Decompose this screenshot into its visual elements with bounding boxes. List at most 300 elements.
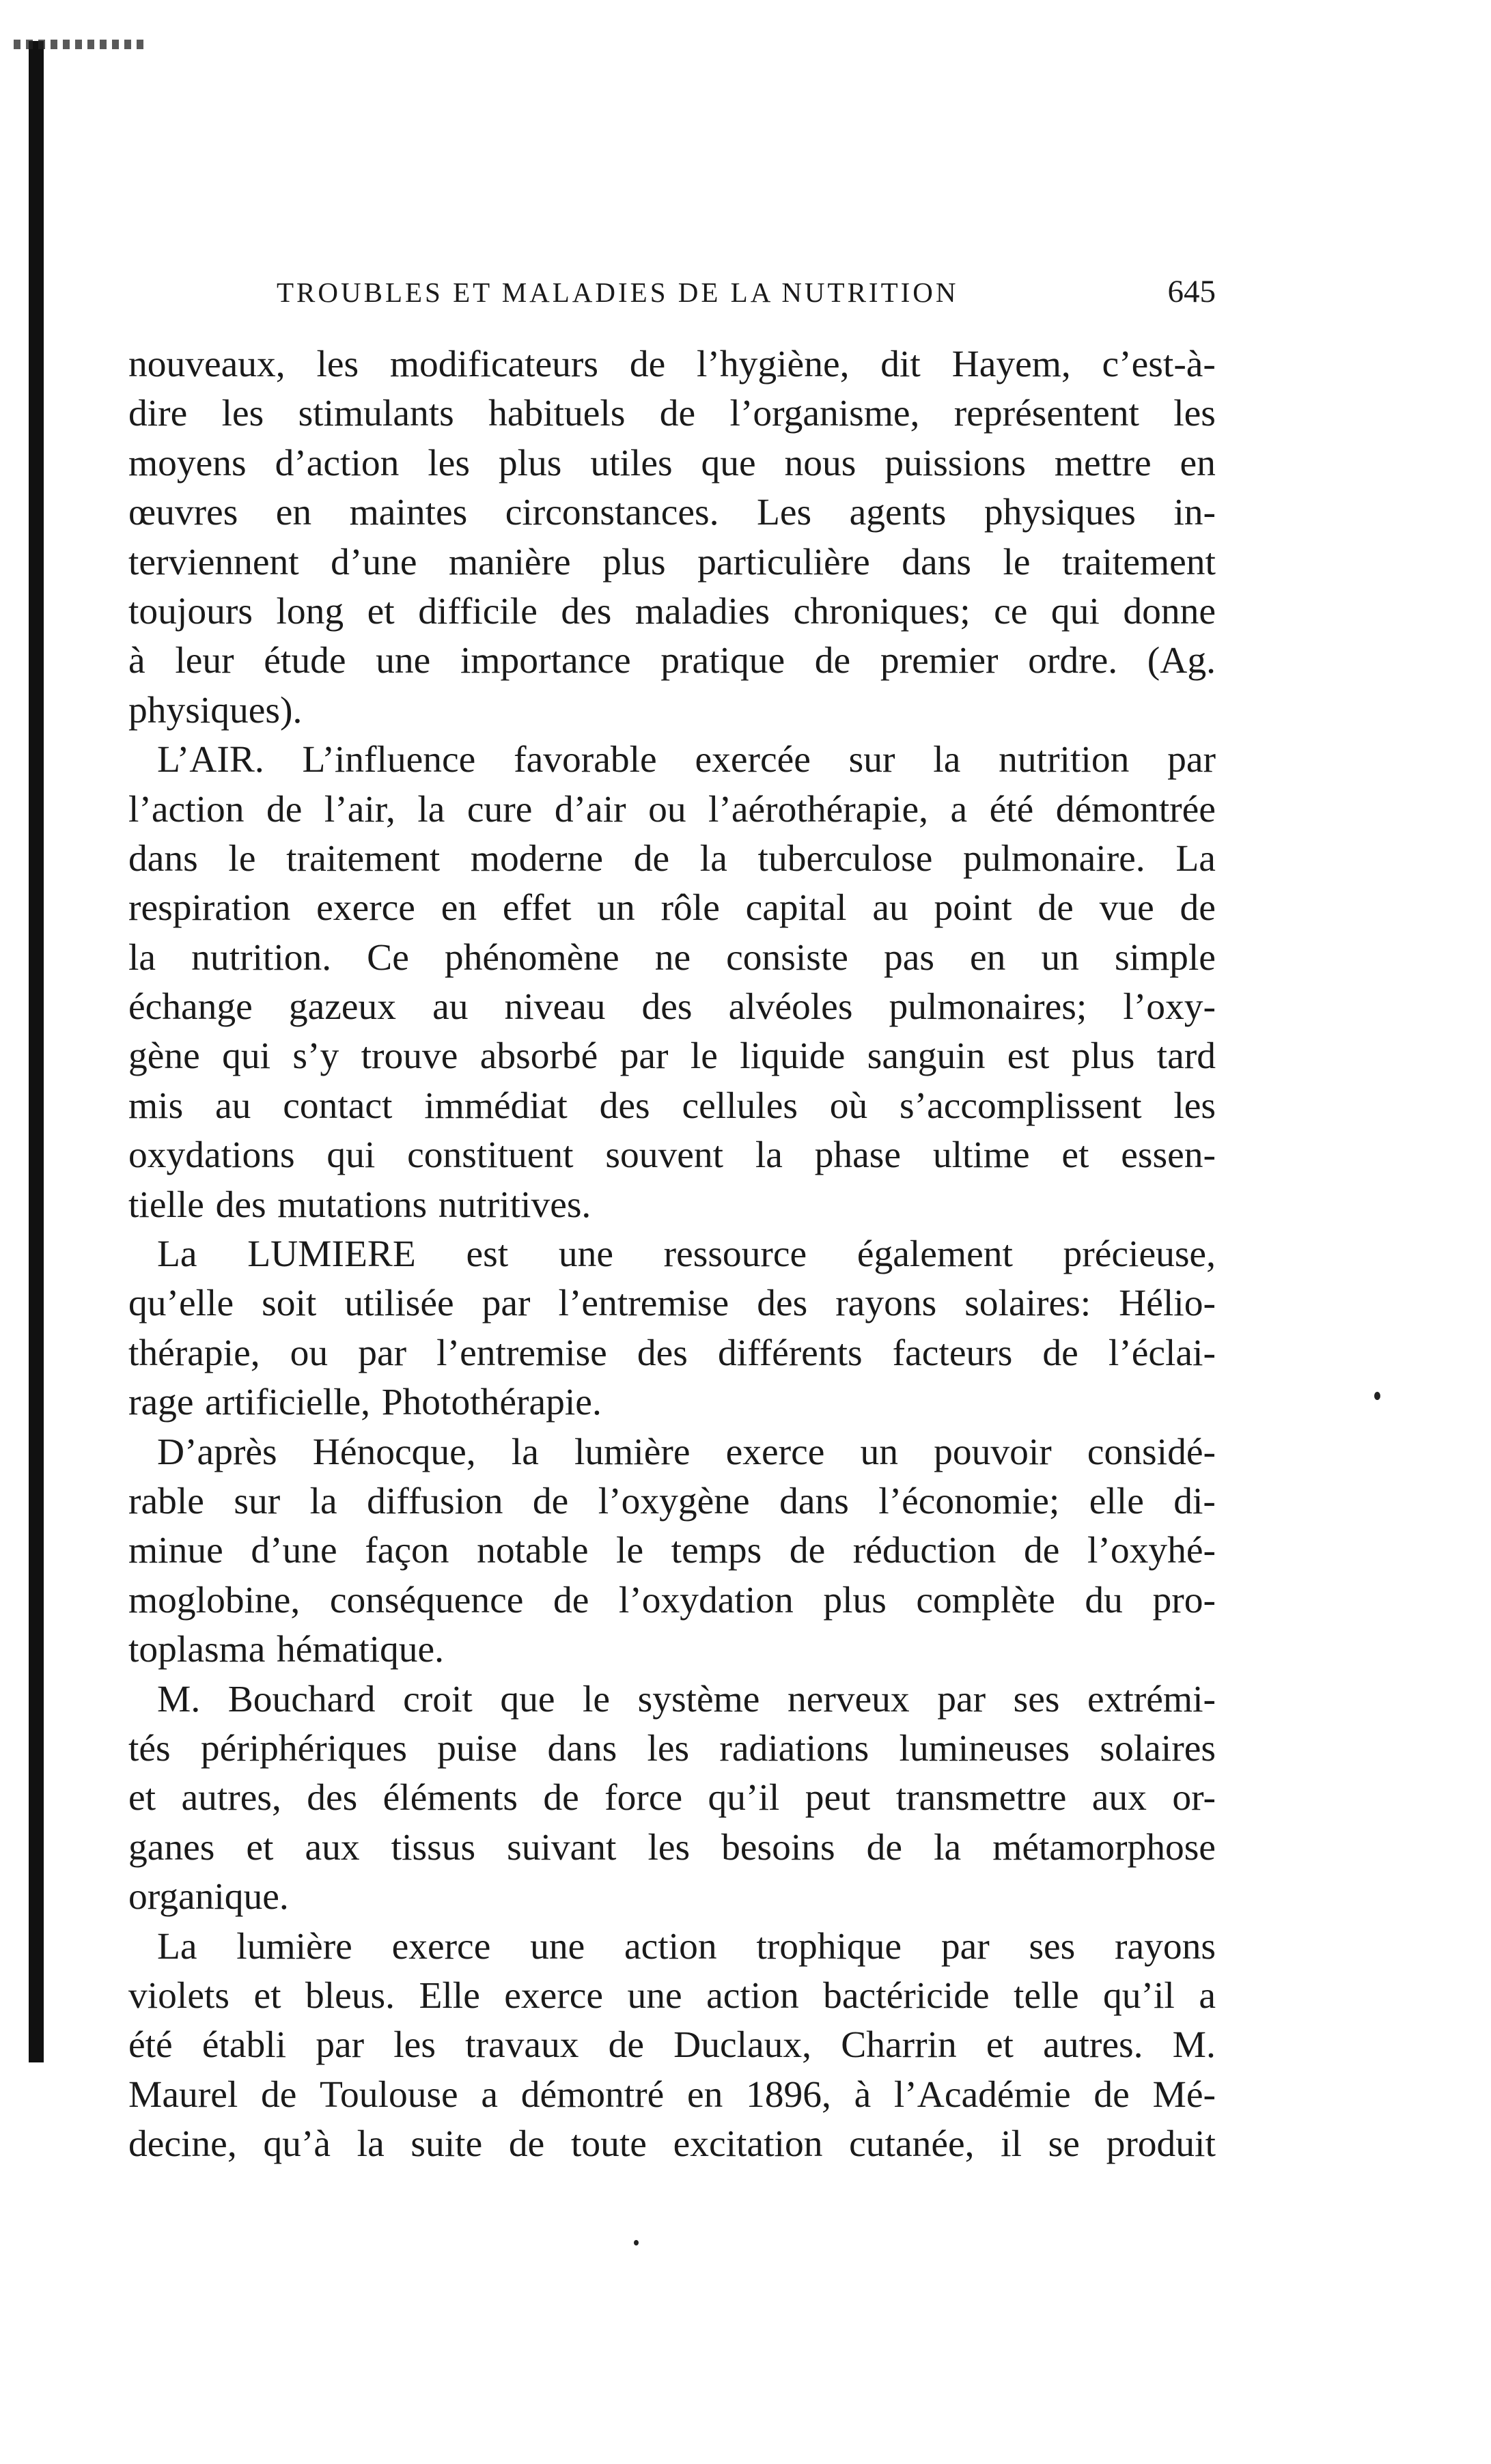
text-line (128, 1131, 1216, 1180)
word: ordre. (1028, 640, 1118, 682)
word: sur (234, 1480, 281, 1522)
word: Charrin (841, 2024, 957, 2067)
word: sur (848, 739, 895, 781)
word: premier (880, 640, 999, 682)
word: essen- (1121, 1134, 1216, 1177)
text-line (128, 1032, 1216, 1081)
word: bactéricide (823, 1974, 990, 2017)
word: une (530, 1925, 585, 1968)
word: par (940, 1925, 990, 1968)
word: rayons (835, 1283, 937, 1325)
word: tielle (128, 1184, 204, 1226)
word: par (358, 1332, 407, 1374)
word: également (856, 1233, 1013, 1276)
word: autres, (181, 1777, 281, 1819)
word: à (854, 2073, 872, 2116)
word: l’air, (324, 788, 395, 830)
word: la (309, 1480, 337, 1522)
text-line (128, 587, 1216, 636)
word: qu’il (708, 1777, 780, 1819)
word: favorable (514, 739, 657, 781)
word: dans (128, 837, 198, 880)
text-line (128, 1082, 1216, 1131)
word: nutrition (999, 739, 1130, 781)
word: or- (1172, 1777, 1216, 1819)
word: traitement (286, 837, 441, 880)
word: moglobine, (128, 1579, 301, 1621)
word: d’air (554, 788, 626, 830)
word: Maurel (128, 2073, 238, 2116)
word: tuberculose (757, 837, 933, 880)
word: suite (410, 2123, 483, 2166)
word: immédiat (424, 1084, 568, 1127)
word: de (1037, 887, 1074, 929)
word: d’action (275, 442, 400, 484)
word: les (221, 393, 264, 435)
word: différents (717, 1332, 863, 1374)
word: la (357, 2123, 385, 2166)
word: considé- (1087, 1431, 1216, 1473)
word: cure (466, 788, 533, 830)
word: au (872, 887, 908, 929)
word: modificateurs (389, 344, 599, 385)
word: où (829, 1084, 868, 1127)
word: et (1061, 1134, 1089, 1177)
word: a (481, 2073, 499, 2116)
word: cutanée, (849, 2123, 975, 2166)
word: qu’elle (128, 1283, 234, 1325)
word: en (275, 492, 312, 534)
word: des (757, 1283, 808, 1325)
word: l’oxydation (618, 1579, 794, 1621)
word: L’AIR. (157, 739, 264, 781)
word: oxydations (128, 1134, 295, 1177)
word: de (814, 640, 851, 682)
word: des (215, 1184, 266, 1226)
word: gène (128, 1035, 200, 1078)
word: souvent (605, 1134, 724, 1177)
word: traitement (1061, 541, 1216, 583)
word: utilisée (344, 1283, 454, 1325)
word: et (367, 590, 395, 632)
word: chroniques; (793, 590, 971, 632)
word: et (246, 1826, 274, 1868)
word: en (686, 2073, 723, 2116)
word: les (1173, 393, 1216, 435)
word: l’économie; (878, 1480, 1060, 1522)
word: démontrée (1055, 788, 1216, 830)
word: la (417, 788, 445, 830)
word: puissions (884, 442, 1026, 484)
text-line (128, 2071, 1216, 2120)
word: pulmonaire. (963, 837, 1145, 880)
text-line (128, 439, 1216, 488)
word: par (316, 2024, 365, 2067)
word: contact (283, 1084, 393, 1127)
word: rable (128, 1480, 204, 1522)
word: complète (916, 1579, 1055, 1621)
word: été (128, 2024, 173, 2067)
text-line (128, 1724, 1216, 1774)
word: un (597, 887, 635, 929)
word: ganes (128, 1826, 215, 1868)
word: l’hygiène, (696, 344, 850, 385)
word: étude (264, 640, 346, 682)
word: solaires (1100, 1727, 1216, 1769)
word: soit (262, 1283, 317, 1325)
word: autres. (1043, 2024, 1143, 2067)
word: simple (1114, 936, 1216, 979)
text-line (128, 1774, 1216, 1823)
word: la (128, 936, 156, 979)
word: qu’à (263, 2123, 331, 2166)
word: de (789, 1530, 826, 1572)
word: bleus. (305, 1974, 395, 2017)
word: thérapie, (128, 1332, 260, 1374)
text-line (128, 636, 1216, 686)
word: des (307, 1777, 358, 1819)
word: capital (745, 887, 847, 929)
word: ou (290, 1332, 329, 1374)
word: La (157, 1925, 197, 1968)
word: action (624, 1925, 717, 1968)
word: de (659, 393, 696, 435)
text-line (128, 736, 1216, 785)
word: par (619, 1035, 669, 1078)
word: respiration (128, 887, 291, 929)
word: rage (128, 1382, 194, 1424)
word: dit (880, 344, 921, 385)
word: un (860, 1431, 899, 1473)
word: solaires: (964, 1283, 1091, 1325)
word: l’oxy- (1123, 986, 1216, 1028)
word: s’y (292, 1035, 339, 1078)
word: diffusion (367, 1480, 503, 1522)
word: La (157, 1233, 197, 1276)
word: difficile (418, 590, 538, 632)
word: au (215, 1084, 251, 1127)
word: exerce (504, 1974, 604, 2017)
text-line (128, 1181, 1216, 1230)
word: dire (128, 393, 188, 435)
word: circonstances. (505, 492, 719, 534)
text-line (128, 1823, 1216, 1873)
word: qui (222, 1035, 271, 1078)
word: œuvres (128, 492, 238, 534)
word: d’une (251, 1530, 337, 1572)
word: plus (1071, 1035, 1135, 1078)
word: en (970, 936, 1006, 979)
word: à (128, 640, 145, 682)
text-line (128, 1873, 1216, 1922)
word: maladies (635, 590, 770, 632)
word: organique. (128, 1876, 289, 1918)
word: Les (757, 492, 812, 534)
word: Hayem, (951, 344, 1071, 385)
word: peut (805, 1777, 871, 1819)
word: les (428, 442, 470, 484)
word: les (647, 1727, 690, 1769)
word: conséquence (329, 1579, 524, 1621)
text-line (128, 983, 1216, 1032)
running-title: TROUBLES ET MALADIES DE LA NUTRITION (277, 277, 959, 308)
word: éléments (382, 1777, 518, 1819)
text-line (128, 1625, 1216, 1675)
word: maintes (349, 492, 468, 534)
word: dans (547, 1727, 617, 1769)
word: vue (1099, 887, 1154, 929)
word: point (934, 887, 1012, 929)
text-line (128, 1477, 1216, 1526)
word: des (599, 1084, 650, 1127)
word: de (508, 2123, 545, 2166)
word: ressource (663, 1233, 807, 1276)
word: trophique (756, 1925, 902, 1968)
word: le (583, 1678, 611, 1720)
word: l’oxygène (598, 1480, 750, 1522)
text-line (128, 1972, 1216, 2021)
word: action (706, 1974, 799, 2017)
word: lumière (574, 1431, 691, 1473)
word: et (253, 1974, 281, 2017)
word: s’accomplissent (900, 1084, 1142, 1127)
word: des (561, 590, 612, 632)
word: violets (128, 1974, 229, 2017)
ink-speck (1374, 1392, 1380, 1400)
word: par (1167, 739, 1216, 781)
word: de (1042, 1332, 1078, 1374)
word: nutritives. (438, 1184, 591, 1226)
word: cellules (682, 1084, 798, 1127)
word: nutrition. (191, 936, 332, 979)
word: pas (883, 936, 934, 979)
word: une (376, 640, 431, 682)
word: lumineuses (899, 1727, 1070, 1769)
word: Mé- (1152, 2073, 1216, 2116)
word: une (558, 1233, 613, 1276)
word: moderne (470, 837, 604, 880)
word: artificielle, (205, 1382, 371, 1424)
word: puise (437, 1727, 518, 1769)
word: le (616, 1530, 644, 1572)
running-head (277, 273, 1216, 314)
word: rayons (1115, 1925, 1216, 1968)
word: en (441, 887, 477, 929)
word: croit (403, 1678, 473, 1720)
word: que (701, 442, 756, 484)
word: facteurs (892, 1332, 1013, 1374)
word: les (393, 2024, 436, 2067)
word: elle (1089, 1480, 1144, 1522)
word: pro- (1152, 1579, 1216, 1621)
word: telle (1014, 1974, 1079, 2017)
word: pouvoir (934, 1431, 1052, 1473)
word: les (1173, 1084, 1216, 1127)
word: trouve (361, 1035, 458, 1078)
word: niveau (504, 986, 606, 1028)
word: au (432, 986, 469, 1028)
text-line (128, 686, 1216, 736)
word: agents (849, 492, 947, 534)
word: temps (671, 1530, 762, 1572)
word: en (1180, 442, 1216, 484)
word: habituels (488, 393, 626, 435)
word: Photothérapie. (381, 1382, 602, 1424)
word: le (228, 837, 256, 880)
word: est (466, 1233, 509, 1276)
word: ultime (932, 1134, 1030, 1177)
word: il (1001, 2123, 1022, 2166)
text-line (128, 785, 1216, 835)
word: produit (1106, 2123, 1216, 2166)
word: mis (128, 1084, 184, 1127)
word: ou (648, 788, 686, 830)
word: notable (477, 1530, 589, 1572)
word: travaux (465, 2024, 579, 2067)
word: la (511, 1431, 539, 1473)
word: Elle (419, 1974, 480, 2017)
word: des (637, 1332, 688, 1374)
word: exerce (316, 887, 415, 929)
word: l’entremise (558, 1283, 729, 1325)
word: La (1175, 837, 1216, 880)
word: les (647, 1826, 691, 1868)
word: minue (128, 1530, 223, 1572)
word: in- (1173, 492, 1216, 534)
word: un (1041, 936, 1079, 979)
text-line (128, 1576, 1216, 1625)
word: le (690, 1035, 718, 1078)
word: par (937, 1678, 986, 1720)
word: nous (784, 442, 856, 484)
word: l’oxyhé- (1087, 1530, 1216, 1572)
text-line (128, 2120, 1216, 2169)
word: M. (1172, 2024, 1216, 2067)
word: ne (654, 936, 691, 979)
word: se (1048, 2123, 1080, 2166)
word: la (755, 1134, 783, 1177)
scan-binding-edge-top (14, 40, 143, 49)
word: physiques (984, 492, 1136, 534)
word: physiques). (128, 689, 303, 731)
word: manière (448, 541, 571, 583)
word: sanguin (867, 1035, 986, 1078)
word: de (866, 1826, 903, 1868)
text-line (128, 1230, 1216, 1279)
word: été (989, 788, 1034, 830)
word: une (627, 1974, 682, 2017)
word: toplasma (128, 1629, 266, 1671)
text-line (128, 884, 1216, 933)
word: exerce (391, 1925, 491, 1968)
word: ses (1013, 1678, 1060, 1720)
word: la (934, 1826, 962, 1868)
text-line (128, 389, 1216, 438)
word: de (1093, 2073, 1130, 2116)
word: lumière (236, 1925, 352, 1968)
word: liquide (740, 1035, 846, 1078)
word: système (637, 1678, 760, 1720)
word: L’influence (302, 739, 476, 781)
word: terviennent (128, 541, 299, 583)
word: M. (157, 1678, 201, 1720)
word: aux (305, 1826, 360, 1868)
body-text (128, 340, 1216, 2169)
word: et (986, 2024, 1014, 2067)
word: plus (498, 442, 562, 484)
word: alvéoles (728, 986, 853, 1028)
word: l’éclai- (1108, 1332, 1216, 1374)
word: de (1180, 887, 1216, 929)
word: métamorphose (992, 1826, 1216, 1868)
word: dans (779, 1480, 849, 1522)
word: de (266, 788, 303, 830)
word: représentent (953, 393, 1139, 435)
word: nouveaux, (128, 344, 285, 385)
word: extrémi- (1087, 1678, 1216, 1720)
word: a (1199, 1974, 1216, 2017)
word: la (699, 837, 727, 880)
word: phase (814, 1134, 902, 1177)
word: de (543, 1777, 579, 1819)
text-line (128, 835, 1216, 884)
word: tés (128, 1727, 171, 1769)
text-line (128, 1922, 1216, 1972)
word: tissus (391, 1826, 476, 1868)
text-line (128, 1526, 1216, 1576)
word: de (553, 1579, 589, 1621)
word: l’aérothérapie, (708, 788, 929, 830)
word: toute (570, 2123, 647, 2166)
word: Ce (367, 936, 409, 979)
word: dans (902, 541, 971, 583)
text-line (128, 1428, 1216, 1477)
word: particulière (697, 541, 870, 583)
word: importance (460, 640, 631, 682)
word: stimulants (298, 393, 454, 435)
word: de (532, 1480, 569, 1522)
word: qui (326, 1134, 376, 1177)
word: a (950, 788, 968, 830)
word: de (633, 837, 670, 880)
word: (Ag. (1147, 640, 1216, 682)
word: de (608, 2024, 645, 2067)
word: force (604, 1777, 683, 1819)
word: l’action (128, 788, 245, 830)
word: leur (175, 640, 234, 682)
word: excitation (673, 2123, 823, 2166)
word: ce (994, 590, 1028, 632)
word: pulmonaires; (889, 986, 1087, 1028)
word: nerveux (787, 1678, 910, 1720)
word: suivant (507, 1826, 617, 1868)
word: l’Académie (893, 2073, 1071, 2116)
word: c’est-à- (1102, 344, 1216, 385)
word: radiations (719, 1727, 869, 1769)
word: l’entremise (436, 1332, 607, 1374)
word: ses (1029, 1925, 1076, 1968)
word: aux (1091, 1777, 1147, 1819)
word: exercée (695, 739, 811, 781)
word: est (1007, 1035, 1050, 1078)
word: transmettre (895, 1777, 1067, 1819)
word: effet (502, 887, 572, 929)
word: gazeux (288, 986, 397, 1028)
text-line (128, 488, 1216, 537)
word: précieuse, (1063, 1233, 1216, 1276)
word: rôle (660, 887, 720, 929)
word: exerce (725, 1431, 825, 1473)
